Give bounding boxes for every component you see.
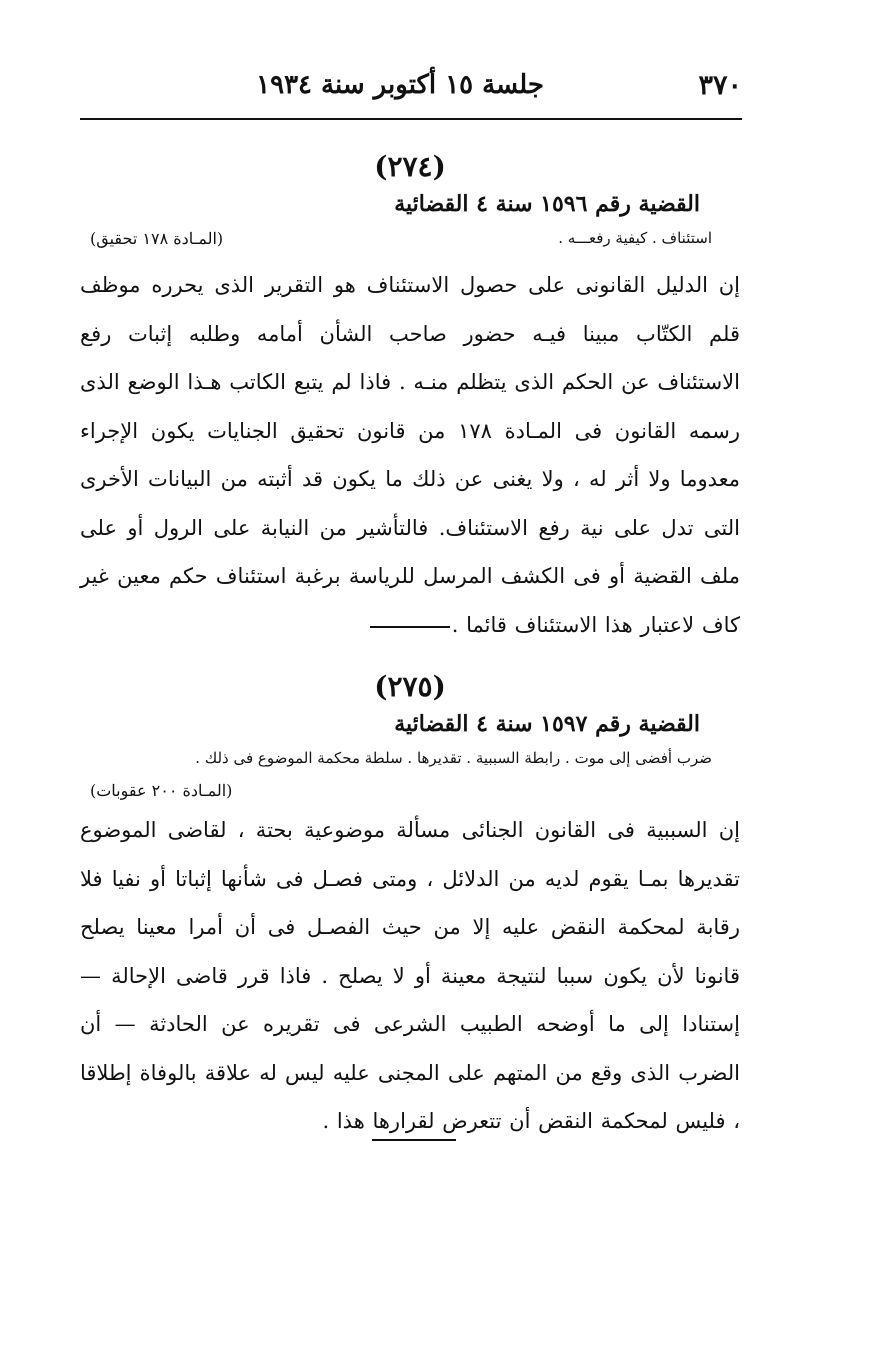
case-number: (٢٧٤) — [374, 150, 446, 183]
section-divider — [372, 1139, 456, 1141]
case-keywords: استئناف . كيفية رفعـــه . — [558, 229, 712, 247]
running-title: جلسة ١٥ أكتوبر سنة ١٩٣٤ — [256, 70, 544, 100]
case-body: إن السببية فى القانون الجنائى مسألة موضوعية بحتة ، لقاضى الموضوع تقديرها بمـا يقوم لديه من الدلائل ، ومتى فصـل فى شأنها إثباتا أو نفيا فلا رقابة لمحكمة النقض عليه إلا من حيث الفصـل فى أن أمرا معينا يصلح قانونا لأن يكون سببا لنتيجة معينة أو لا يصلح . فاذا قرر قاضى الإحالة — إستنادا إلى ما أوضحه الطبيب الشرعى فى تقريره عن الحادثة — أن الضرب الذى وقع من المتهم على المجنى عليه ليس له علاقة بالوفاة إطلاقا ، فليس لمحكمة النقض أن تتعرض لقرارها هذا . — [80, 818, 740, 1133]
case-keywords-row — [80, 749, 740, 775]
case-274 — [80, 150, 740, 649]
page-number: ٣٧٠ — [698, 70, 742, 101]
header-divider — [80, 118, 742, 120]
section-divider — [370, 626, 450, 628]
case-title: القضية رقم ١٥٩٧ سنة ٤ القضائية — [394, 711, 700, 737]
case-title: القضية رقم ١٥٩٦ سنة ٤ القضائية — [394, 191, 700, 217]
case-275 — [80, 670, 740, 1146]
case-article: (المـادة ١٧٨ تحقيق) — [90, 229, 224, 248]
case-keywords: ضرب أفضى إلى موت . رابطة السببية . تقديرها . سلطة محكمة الموضوع فى ذلك . — [195, 749, 712, 767]
case-body: إن الدليل القانونى على حصول الاستئناف هو التقرير الذى يحرره موظف قلم الكتّاب مبينا فيـه حضور صاحب الشأن أمامه وطلبه إثبات رفع الاستئناف عن الحكم الذى يتظلم منـه . فاذا لم يتبع الكاتب هـذا الوضع الذى رسمه القانون فى المـادة ١٧٨ من قانون تحقيق الجنايات يكون الإجراء معدوما ولا أثر له ، ولا يغنى عن ذلك ما يكون قد أثبته من البيانات الأخرى التى تدل على نية رفع الاستئناف. فالتأشير من النيابة على الرول أو على ملف القضية أو فى الكشف المرسل للرياسة برغبة استئناف حكم معين غير كاف لاعتبار هذا الاستئناف قائما . — [80, 273, 740, 637]
case-keywords-row — [80, 229, 740, 255]
case-number: (٢٧٥) — [374, 670, 446, 703]
case-article: (المـادة ٢٠٠ عقوبات) — [90, 781, 233, 800]
page-header — [80, 64, 742, 104]
